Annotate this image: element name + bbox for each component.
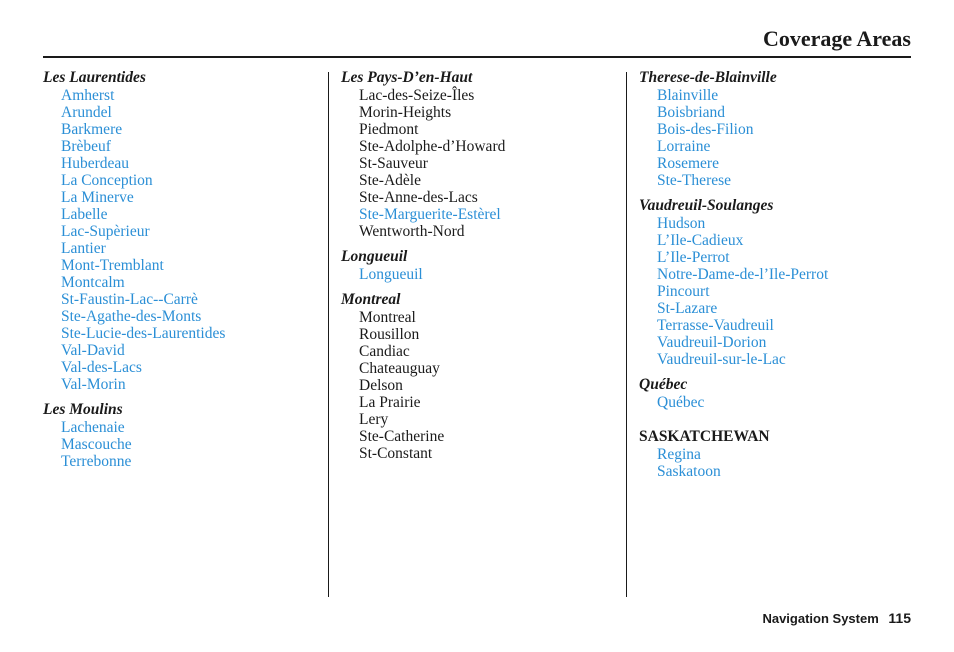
city-name: St-Constant [359,445,433,462]
city-link[interactable]: St-Lazare [657,300,718,317]
column-3 [639,68,909,487]
province-saskatchewan [639,427,909,480]
region-heading: Vaudreuil-Soulanges [639,197,774,214]
city-link[interactable]: Vaudreuil-Dorion [657,334,767,351]
city-link[interactable]: Huberdeau [61,155,129,172]
city-link[interactable]: Vaudreuil-sur-le-Lac [657,351,786,368]
city-link[interactable]: Regina [657,446,701,463]
city-link[interactable]: Pincourt [657,283,710,300]
city-link[interactable]: Notre-Dame-de-l’Ile-Perrot [657,266,829,283]
city-link[interactable]: St-Faustin-Lac--Carrè [61,291,198,308]
city-link[interactable]: La Conception [61,172,153,189]
city-link[interactable]: Ste-Therese [657,172,732,189]
region-heading: Therese-de-Blainville [639,69,777,86]
city-name: Rousillon [359,326,420,343]
city-link[interactable]: Bois-des-Filion [657,121,754,138]
region-heading: Québec [639,376,688,393]
region-quebec [639,375,909,411]
city-link[interactable]: Val-David [61,342,125,359]
city-link[interactable]: Ste-Lucie-des-Laurentides [61,325,226,342]
city-name: La Prairie [359,394,421,411]
region-les-pays-d-en-haut [341,68,611,240]
city-name: Ste-Adolphe-d’Howard [359,138,506,155]
city-link[interactable]: Arundel [61,104,112,121]
city-link[interactable]: Rosemere [657,155,719,172]
city-name: Piedmont [359,121,419,138]
region-montreal [341,290,611,462]
city-link[interactable]: Blainville [657,87,719,104]
region-heading: Les Pays-D’en-Haut [341,69,473,86]
city-link[interactable]: Lantier [61,240,106,257]
city-name: St-Sauveur [359,155,428,172]
city-name: Ste-Catherine [359,428,445,445]
region-les-laurentides [43,68,313,393]
city-link[interactable]: Labelle [61,206,108,223]
city-link[interactable]: Saskatoon [657,463,721,480]
city-name: Lery [359,411,389,428]
city-link[interactable]: Val-Morin [61,376,126,393]
city-link[interactable]: Montcalm [61,274,125,291]
city-name: Montreal [359,309,416,326]
city-link[interactable]: Boisbriand [657,104,726,121]
region-vaudreuil-soulanges [639,196,909,368]
city-name: Ste-Anne-des-Lacs [359,189,478,206]
city-link[interactable]: Mascouche [61,436,132,453]
column-2 [341,68,611,469]
city-name: Morin-Heights [359,104,452,121]
column-1 [43,68,313,477]
city-name: Chateauguay [359,360,440,377]
city-link[interactable]: Val-des-Lacs [61,359,142,376]
city-link[interactable]: Brèbeuf [61,138,111,155]
city-link[interactable]: Mont-Tremblant [61,257,164,274]
city-link[interactable]: Lac-Supèrieur [61,223,150,240]
city-name: Lac-des-Seize-Îles [359,87,475,104]
column-divider [626,72,627,597]
city-link[interactable]: Lachenaie [61,419,125,436]
province-heading: SASKATCHEWAN [639,428,770,445]
city-name: Delson [359,377,403,394]
city-link[interactable]: L’Ile-Cadieux [657,232,744,249]
city-link[interactable]: Terrebonne [61,453,132,470]
page-number: 115 [888,610,911,626]
city-link[interactable]: Barkmere [61,121,123,138]
title-rule [43,56,911,58]
region-longueuil [341,247,611,283]
city-link[interactable]: Ste-Agathe-des-Monts [61,308,202,325]
city-link[interactable]: L’Ile-Perrot [657,249,730,266]
city-link[interactable]: Ste-Marguerite-Estèrel [359,206,501,223]
region-heading: Longueuil [341,248,408,265]
city-name: Candiac [359,343,410,360]
region-heading: Les Moulins [43,401,123,418]
city-link[interactable]: La Minerve [61,189,134,206]
city-link[interactable]: Longueuil [359,266,423,283]
footer-label: Navigation System [762,611,879,626]
region-heading: Les Laurentides [43,69,146,86]
page-footer [762,610,911,626]
city-link[interactable]: Amherst [61,87,115,104]
region-therese-de-blainville [639,68,909,189]
region-les-moulins [43,400,313,470]
city-link[interactable]: Québec [657,394,705,411]
city-link[interactable]: Terrasse-Vaudreuil [657,317,774,334]
region-heading: Montreal [341,291,401,308]
spacer [639,418,909,427]
page-title: Coverage Areas [762,26,911,51]
city-link[interactable]: Lorraine [657,138,711,155]
city-link[interactable]: Hudson [657,215,706,232]
column-divider [328,72,329,597]
city-name: Wentworth-Nord [359,223,465,240]
city-name: Ste-Adèle [359,172,421,189]
